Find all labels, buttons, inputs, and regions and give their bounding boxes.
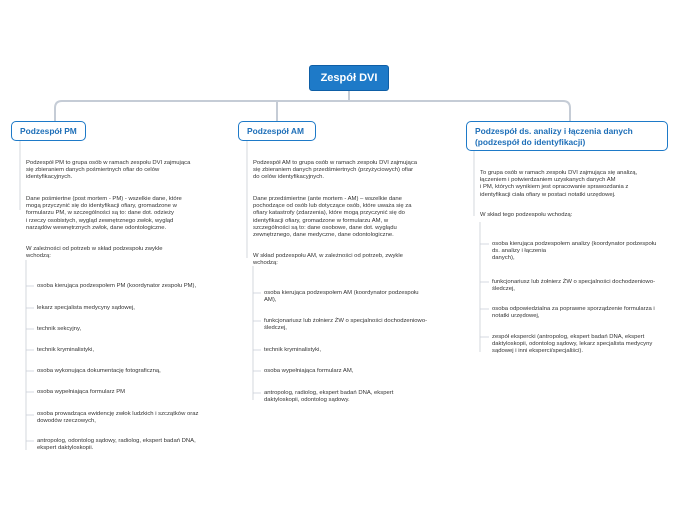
am-member: funkcjonariusz lub żołnierz ŻW o specjalności dochodzeniowo- śledczej, [264,318,428,332]
pm-member: technik kryminalistyki, [37,347,94,353]
analysis-members-intro: W skład tego podzespołu wchodzą: [480,212,573,218]
analysis-member: zespół ekspercki (antropolog, ekspert badań DNA, ekspert daktyloskopii, odontolog sądowy, lekarz specjalista medycyny sądowej i inni eksperci/specjaliści). [492,334,653,355]
analysis-member: osoba odpowiedzialna za poprawne sporządzenie formularza i notatki urzędowej, [492,306,655,320]
pm-members-intro: W zależności od potrzeb w skład podzespołu zwykle wchodzą: [26,246,163,260]
pm-member: technik sekcyjny, [37,326,82,332]
pm-member: osoba wykonująca dokumentację fotograficzną, [37,368,161,374]
am-description: Podzespół AM to grupa osób w ramach zespołu DVI zajmująca się zbieraniem danych przedśmiertnych (przyżyciowych) ofiar do celów identyfikacyjnych. [253,160,418,181]
pm-member: osoba prowadząca ewidencję zwłok ludzkich i szczątków oraz dowodów rzeczowych, [37,411,199,425]
pm-member: osoba kierująca podzespołem PM (koordynator zespołu PM), [37,283,197,289]
am-member: osoba kierująca podzespołem AM (koordynator podzespołu AM), [264,290,419,304]
pm-definition: Dane pośmiertne (post mortem - PM) - wszelkie dane, które mogą przyczynić się do identyfikacji ofiary, gromadzone w formularzu PM, w szczególności są to: dane dot. odzieży i rzeczy osobistych, wygląd zewnętrznego zwłok, wygląd narządów wewnętrznych zwłok, dane odontologiczne. [26,196,182,231]
pm-member: osoba wypełniająca formularz PM [37,389,126,395]
branch-podzespol-analizy[interactable]: Podzespół ds. analizy i łączenia danych (podzespół do identyfikacji) [466,121,668,151]
root-node[interactable]: Zespół DVI [309,65,389,91]
analysis-description: To grupa osób w ramach zespołu DVI zajmująca się analizą, łączeniem i potwierdzaniem uzyskanych danych AM i PM, których wynikiem jest opracowanie sprawozdania z identyfikacji ciała ofiary w postaci notatki urzędowej. [480,170,638,198]
branch-podzespol-pm[interactable]: Podzespół PM [11,121,86,141]
pm-member: antropolog, odontolog sądowy, radiolog, ekspert badań DNA, ekspert daktyloskopii. [37,438,196,452]
am-member: antropolog, radiolog, ekspert badań DNA, ekspert daktyloskopii, odontolog sądowy. [264,390,394,404]
pm-member: lekarz specjalista medycyny sądowej, [37,305,135,311]
analysis-member: osoba kierująca podzespołem analizy (koordynator podzespołu ds. analizy i łączenia danych), [492,241,657,262]
am-members-intro: W skład podzespołu AM, w zależności od potrzeb, zwykle wchodzą: [253,253,403,267]
am-definition: Dane przedśmiertne (ante mortem - AM) – wszelkie dane pochodzące od osób lub dotyczące osób, które uważa się za ofiary katastrofy (zdarzenia), które mogą przyczynić się do identyfikacji ofiary, gromadzone w formularzu AM, w szczególności są to: dane osobowe, dane dot. wyglądu zewnętrznego, dane medyczne, dane odontologiczne. [253,196,412,239]
pm-description: Podzespół PM to grupa osób w ramach zespołu DVI zajmująca się zbieraniem danych pośmiertnych ofiar do celów identyfikacyjnych. [26,160,191,181]
analysis-member: funkcjonariusz lub żołnierz ŻW o specjalności dochodzeniowo- śledczej, [492,279,656,293]
branch-podzespol-am[interactable]: Podzespół AM [238,121,316,141]
am-member: osoba wypełniająca formularz AM, [264,368,354,374]
am-member: technik kryminalistyki, [264,347,321,353]
